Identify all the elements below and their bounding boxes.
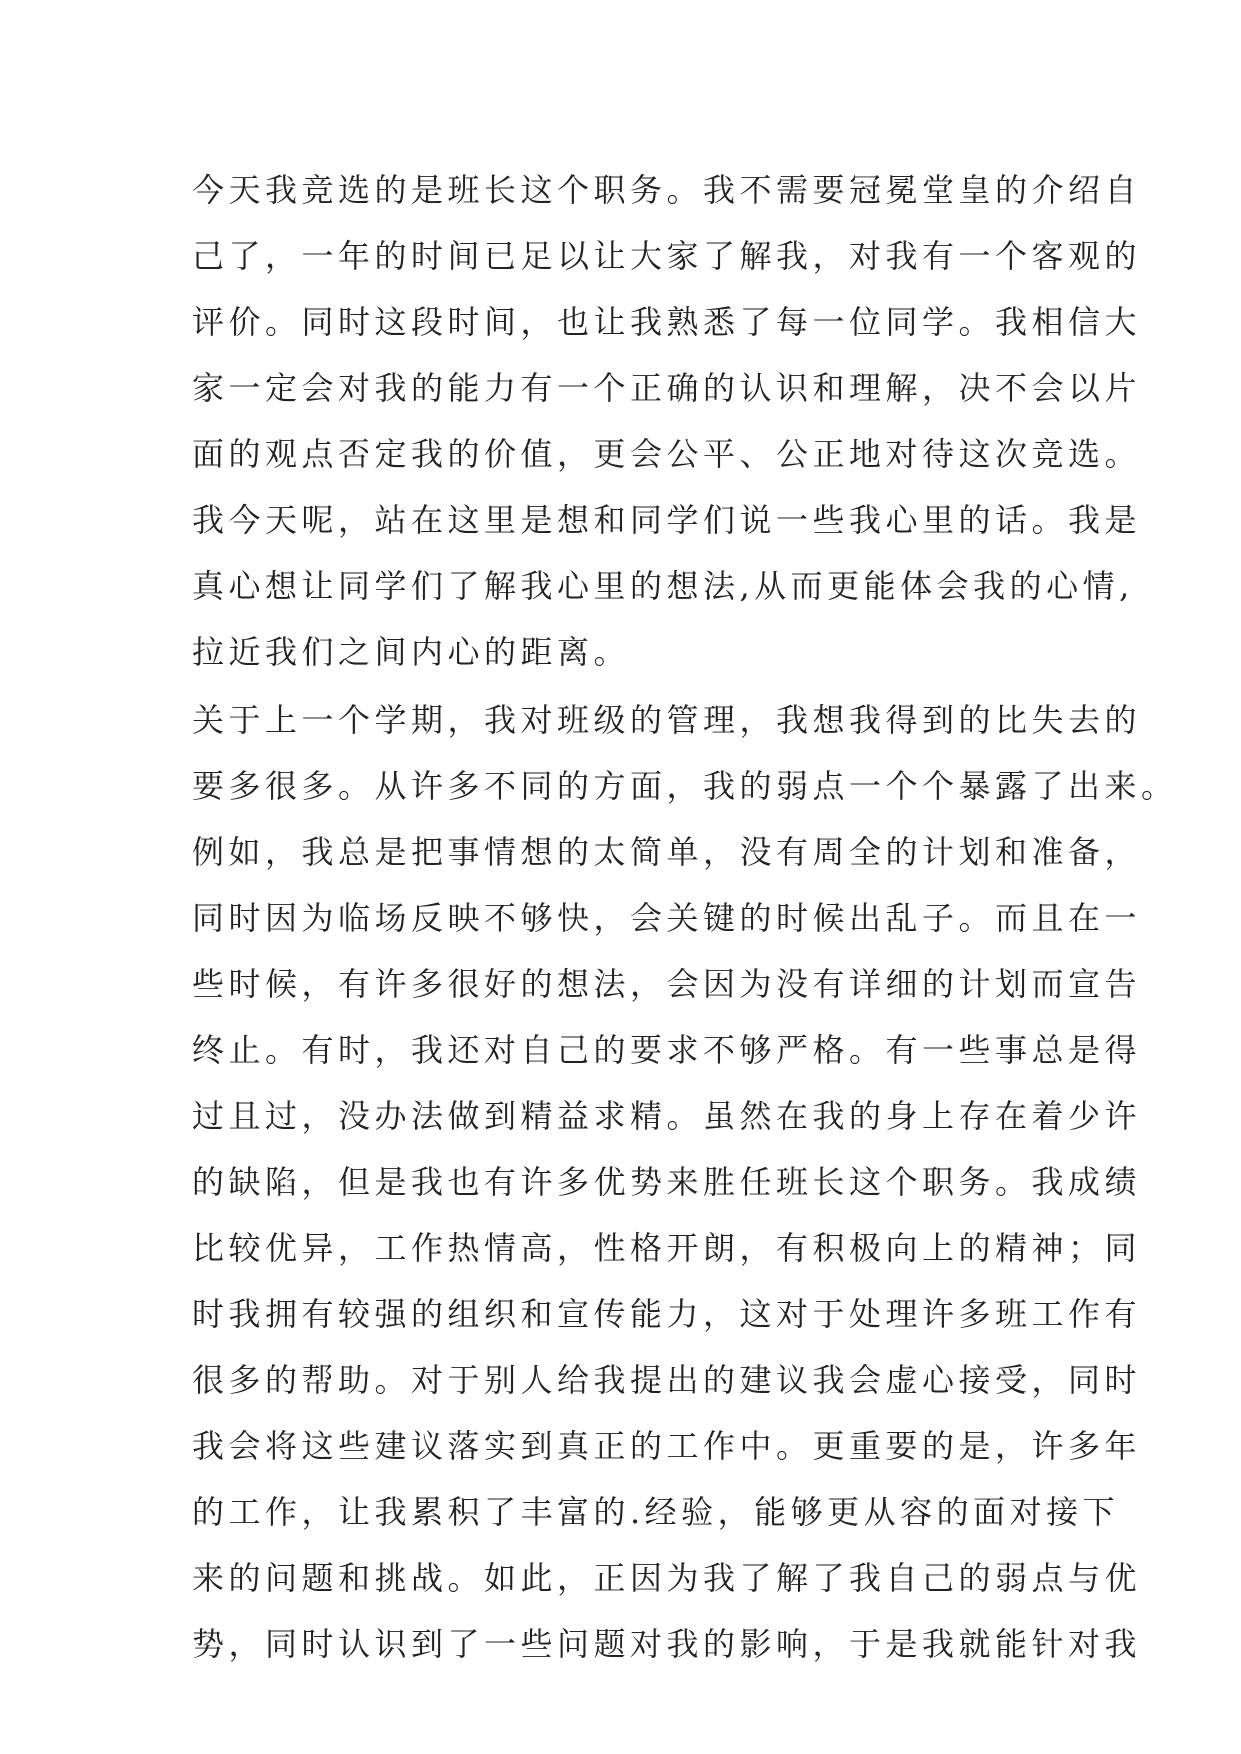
text-line: 真心想让同学们了解我心里的想法,从而更能体会我的心情, (192, 567, 1134, 605)
text-line: 评价。同时这段时间，也让我熟悉了每一位同学。我相信大 (192, 303, 1142, 341)
text-line: 的工作，让我累积了丰富的.经验，能够更从容的面对接下 (192, 1493, 1120, 1531)
text-line: 过且过，没办法做到精益求精。虽然在我的身上存在着少许 (192, 1097, 1142, 1135)
text-line: 很多的帮助。对于别人给我提出的建议我会虚心接受，同时 (192, 1361, 1142, 1399)
text-line: 关于上一个学期，我对班级的管理，我想我得到的比失去的 (192, 701, 1142, 739)
text-line: 时我拥有较强的组织和宣传能力，这对于处理许多班工作有 (192, 1295, 1142, 1333)
text-line: 势，同时认识到了一些问题对我的影响，于是我就能针对我 (192, 1625, 1142, 1663)
text-line: 家一定会对我的能力有一个正确的认识和理解，决不会以片 (192, 369, 1142, 407)
text-line: 拉近我们之间内心的距离。 (192, 633, 631, 671)
text-line: 今天我竞选的是班长这个职务。我不需要冠冕堂皇的介绍自 (192, 171, 1142, 209)
text-line: 比较优异，工作热情高，性格开朗，有积极向上的精神；同 (192, 1229, 1142, 1267)
text-line: 我今天呢，站在这里是想和同学们说一些我心里的话。我是 (192, 501, 1142, 539)
text-line: 的缺陷，但是我也有许多优势来胜任班长这个职务。我成绩 (192, 1163, 1142, 1201)
paragraph-1 (192, 157, 1142, 685)
text-line: 终止。有时，我还对自己的要求不够严格。有一些事总是得 (192, 1031, 1142, 1069)
text-line: 己了，一年的时间已足以让大家了解我，对我有一个客观的 (192, 237, 1142, 275)
text-line: 面的观点否定我的价值，更会公平、公正地对待这次竞选。 (192, 435, 1142, 473)
text-line: 例如，我总是把事情想的太简单，没有周全的计划和准备， (192, 833, 1142, 871)
text-line: 同时因为临场反映不够快，会关键的时候出乱子。而且在一 (192, 899, 1142, 937)
text-line: 些时候，有许多很好的想法，会因为没有详细的计划而宣告 (192, 965, 1142, 1003)
text-line: 我会将这些建议落实到真正的工作中。更重要的是，许多年 (192, 1427, 1142, 1465)
text-line: 来的问题和挑战。如此，正因为我了解了我自己的弱点与优 (192, 1559, 1142, 1597)
paragraph-2 (192, 687, 1178, 1677)
text-line: 要多很多。从许多不同的方面，我的弱点一个个暴露了出来。 (192, 767, 1178, 805)
